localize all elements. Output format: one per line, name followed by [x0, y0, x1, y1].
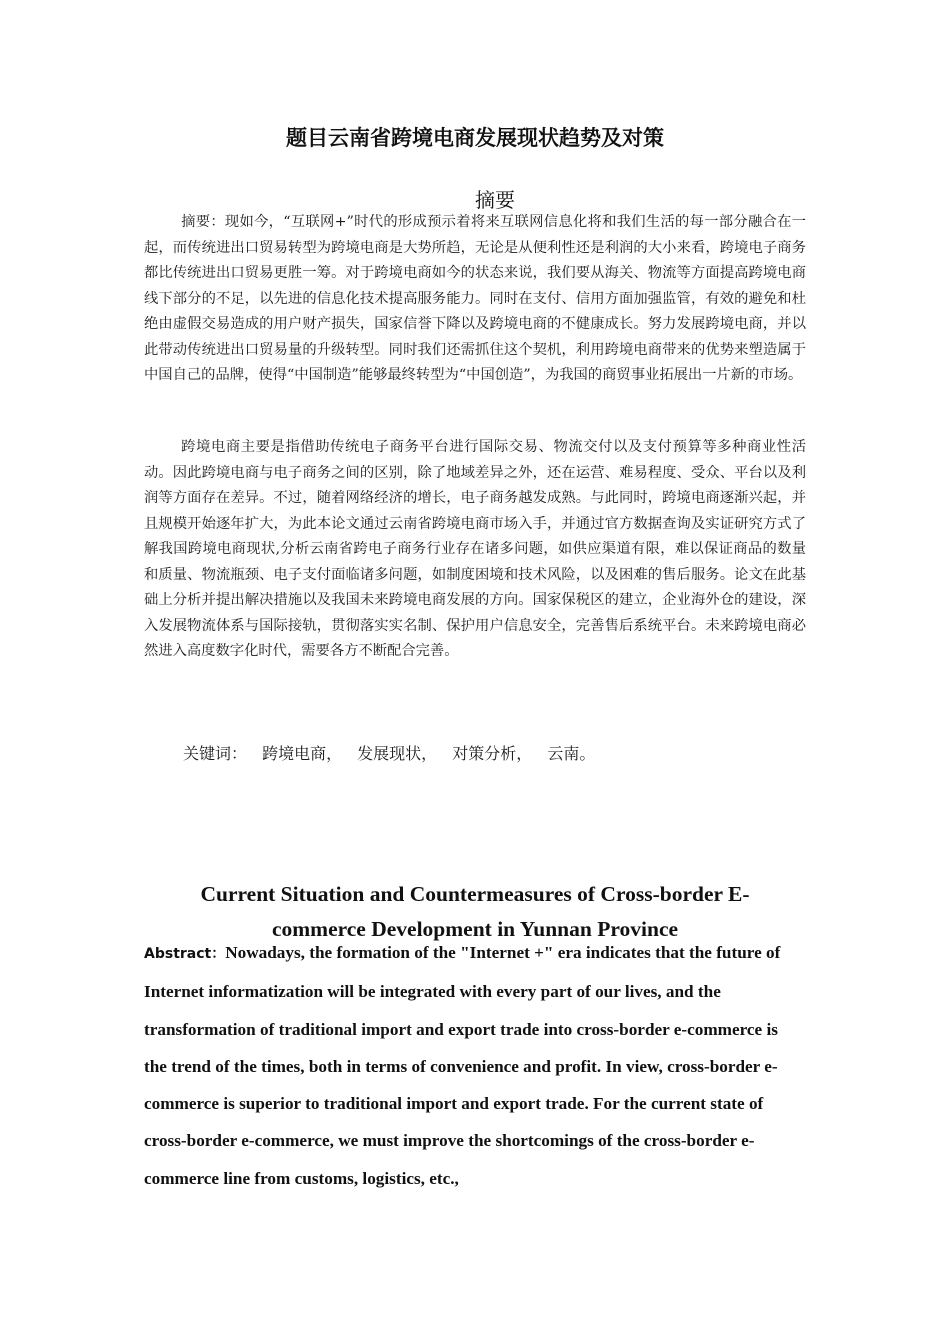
chinese-abstract-block-2	[144, 435, 806, 665]
chinese-title: 题目云南省跨境电商发展现状趋势及对策	[286, 126, 664, 150]
chinese-abstract-block	[144, 210, 806, 389]
chinese-abstract-paragraph-1: 摘要：现如今，“互联网+”时代的形成预示着将来互联网信息化将和我们生活的每一部分融合在一起，而传统进出口贸易转型为跨境电商是大势所趋，无论是从便利性还是利润的大小来看，跨境电子商务都比传统进出口贸易更胜一筹。对于跨境电商如今的状态来说，我们要从海关、物流等方面提高跨境电商线下部分的不足，以先进的信息化技术提高服务能力。同时在支付、信用方面加强监管，有效的避免和杜绝由虚假交易造成的用户财产损失，国家信誉下降以及跨境电商的不健康成长。努力发展跨境电商，并以此带动传统进出口贸易量的升级转型。同时我们还需抓住这个契机，利用跨境电商带来的优势来塑造属于中国自己的品牌，使得“中国制造”能够最终转型为“中国创造”，为我国的商贸事业拓展出一片新的市场。	[144, 214, 806, 383]
english-abstract	[144, 934, 804, 1197]
chinese-abstract-heading: 摘要	[475, 188, 515, 212]
english-abstract-text: Nowadays, the formation of the "Internet +" era indicates that the future of Internet informatization will be integrated with every part of our lives, and the transformation of traditional import and export trade into cross-border e-commerce is the trend of the times, both in terms of convenience and profit. In view, cross-border e-commerce is superior to traditional import and export trade. For the current state of cross-border e-commerce, we must improve the shortcomings of the cross-border e-commerce line from customs, logistics, etc.,	[144, 943, 781, 1188]
english-title: Current Situation and Countermeasures of Cross-border E-commerce Development in Yunnan Province	[200, 882, 750, 941]
chinese-keywords: 关键词： 跨境电商， 发展现状， 对策分析， 云南。	[183, 744, 596, 763]
english-abstract-label: Abstract：	[144, 946, 226, 962]
chinese-abstract-paragraph-2: 跨境电商主要是指借助传统电子商务平台进行国际交易、物流交付以及支付预算等多种商业性活动。因此跨境电商与电子商务之间的区别，除了地域差异之外，还在运营、难易程度、受众、平台以及利润等方面存在差异。不过，随着网络经济的增长，电子商务越发成熟。与此同时，跨境电商逐渐兴起，并且规模开始逐年扩大，为此本论文通过云南省跨境电商市场入手，并通过官方数据查询及实证研究方式了解我国跨境电商现状,分析云南省跨电子商务行业存在诸多问题，如供应渠道有限，难以保证商品的数量和质量、物流瓶颈、电子支付面临诸多问题，如制度困境和技术风险，以及困难的售后服务。论文在此基础上分析并提出解决措施以及我国未来跨境电商发展的方向。国家保税区的建立，企业海外仓的建设，深入发展物流体系与国际接轨，贯彻落实实名制、保护用户信息安全，完善售后系统平台。未来跨境电商必然进入高度数字化时代，需要各方不断配合完善。	[144, 439, 806, 659]
